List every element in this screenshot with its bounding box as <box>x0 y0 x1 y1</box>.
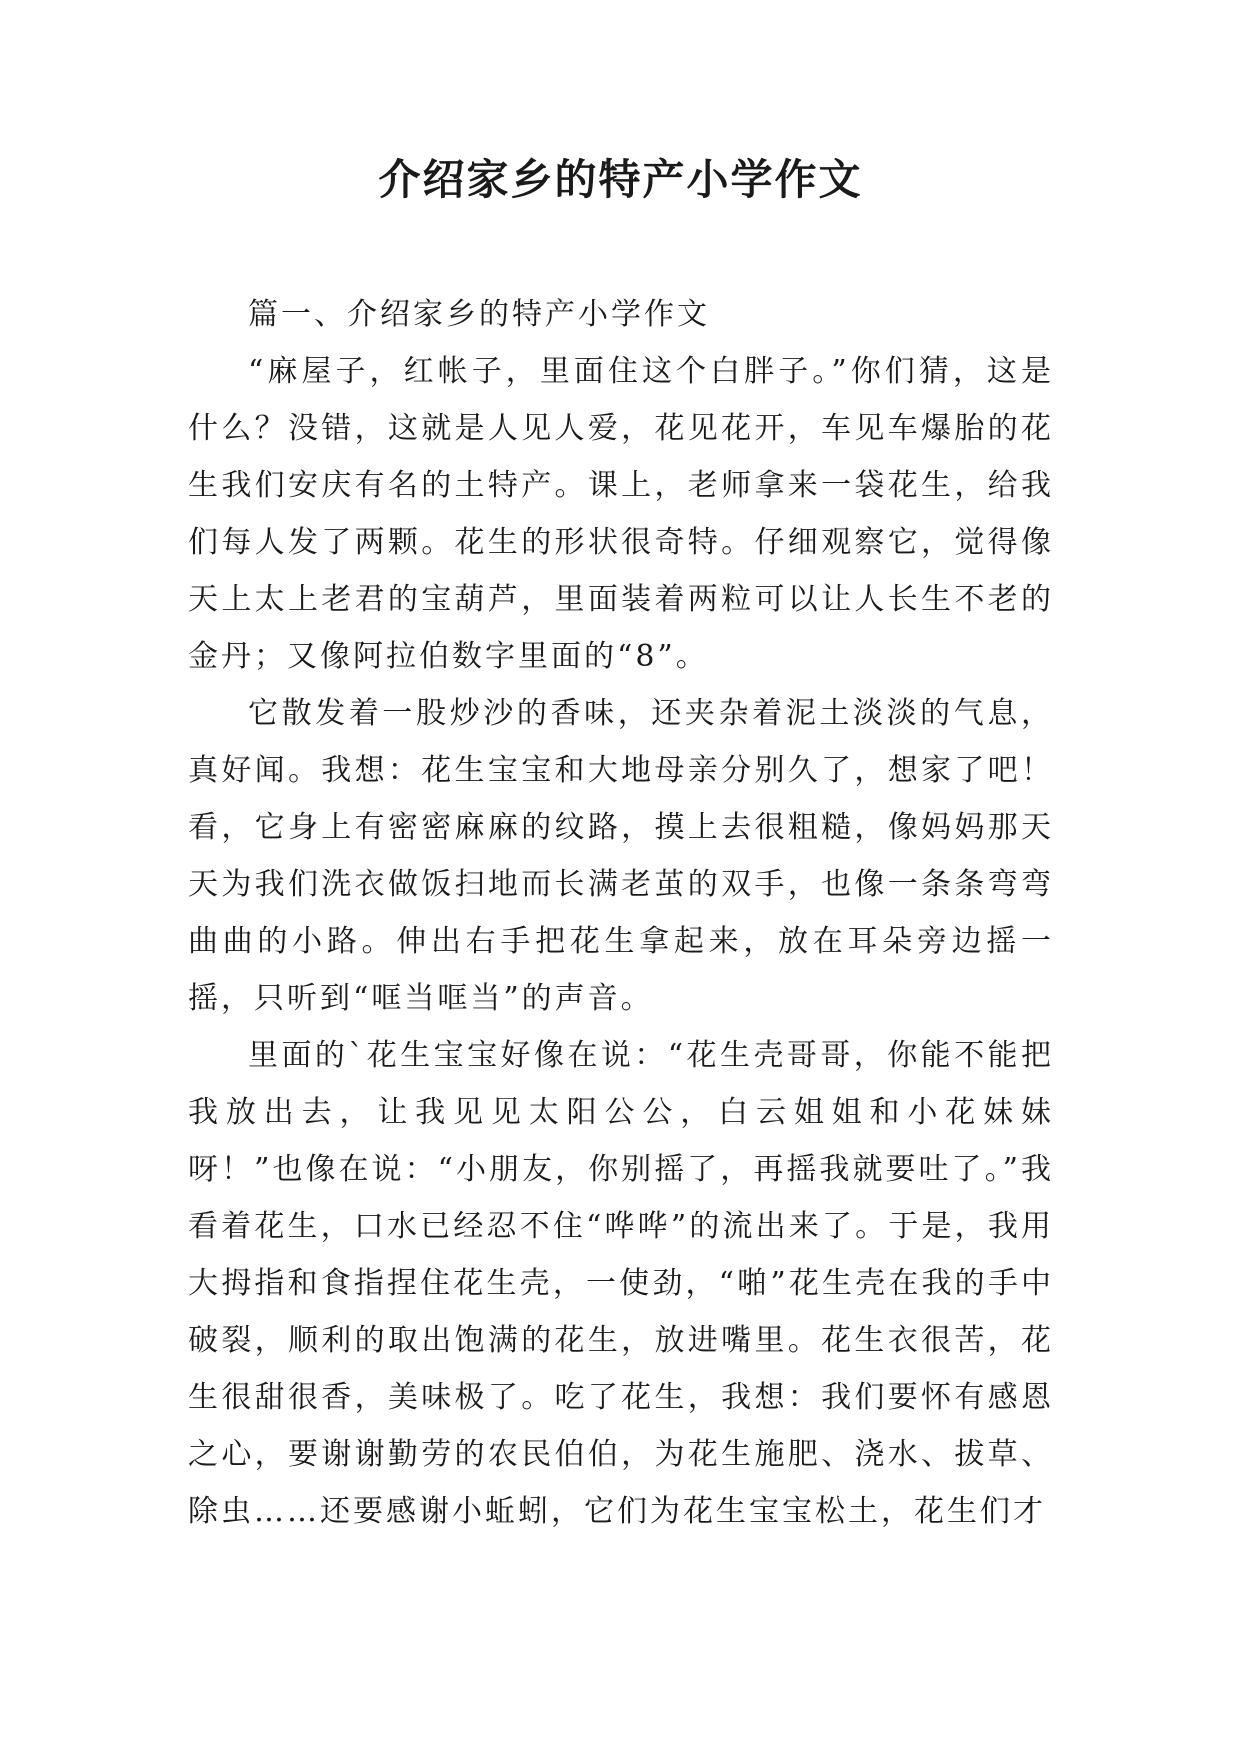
paragraph: “麻屋子，红帐子，里面住这个白胖子。”你们猜，这是什么？没错，这就是人见人爱，花见花开，车见车爆胎的花生我们安庆有名的土特产。课上，老师拿来一袋花生，给我们每人发了两颗。花生的形状很奇特。仔细观察它，觉得像天上太上老君的宝葫芦，里面装着两粒可以让人长生不老的金丹；又像阿拉伯数字里面的“8”。 <box>188 354 1054 674</box>
document-title: 介绍家乡的特产小学作文 <box>378 155 863 204</box>
paragraph: 它散发着一股炒沙的香味，还夹杂着泥土淡淡的气息，真好闻。我想：花生宝宝和大地母亲分别久了，想家了吧！看，它身上有密密麻麻的纹路，摸上去很粗糙，像妈妈那天天为我们洗衣做饭扫地而长满老茧的双手，也像一条条弯弯曲曲的小路。伸出右手把花生拿起来，放在耳朵旁边摇一摇，只听到“哐当哐当”的声音。 <box>188 696 1054 1016</box>
paragraph: 里面的`花生宝宝好像在说：“花生壳哥哥，你能不能把我放出去，让我见见太阳公公，白云姐姐和小花妹妹呀！”也像在说：“小朋友，你别摇了，再摇我就要吐了。”我看着花生，口水已经忍不住“哗哗”的流出来了。于是，我用大拇指和食指捏住花生壳，一使劲，“啪”花生壳在我的手中破裂，顺利的取出饱满的花生，放进嘴里。花生衣很苦，花生很甜很香，美味极了。吃了花生，我想：我们要怀有感恩之心，要谢谢勤劳的农民伯伯，为花生施肥、浇水、拔草、除虫……还要感谢小蚯蚓，它们为花生宝宝松土，花生们才 <box>188 1038 1054 1529</box>
section-heading: 篇一、介绍家乡的特产小学作文 <box>248 297 710 332</box>
document-body <box>188 286 1054 1540</box>
